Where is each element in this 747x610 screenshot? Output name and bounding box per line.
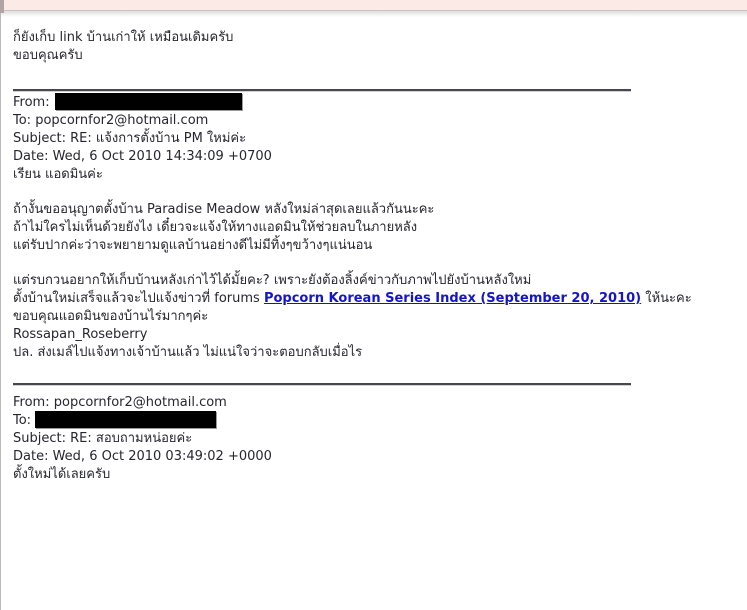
- from-label: From:: [13, 95, 50, 110]
- paragraph-1-line-3: แต่รับปากค่ะว่าจะพยายามดูแลบ้านอย่างดีไม่มีทิ้งๆขว้างๆแน่นอน: [13, 238, 373, 253]
- header-from-row: [13, 94, 727, 112]
- email-body-content: [0, 17, 747, 484]
- header2-date-row: [13, 448, 727, 466]
- header2-to-row: [13, 412, 727, 430]
- redacted-email-box: [55, 93, 242, 110]
- date-label: Date:: [13, 449, 49, 464]
- reply-thanks-line: ขอบคุณครับ: [13, 48, 83, 63]
- paragraph-2: [13, 272, 727, 326]
- paragraph-2-line-3: ขอบคุณแอดมินของบ้านไร่มากๆค่ะ: [13, 309, 209, 324]
- top-pink-strip: [0, 0, 747, 11]
- top-left-corner-mark: [0, 0, 4, 13]
- from-address: popcornfor2@hotmail.com: [53, 395, 227, 410]
- popcorn-korean-series-index-link[interactable]: Popcorn Korean Series Index (September 20, 2010): [263, 291, 642, 306]
- redacted-email-box: [35, 411, 216, 428]
- header2-subject-row: [13, 430, 727, 448]
- quoted-message-divider-2: [13, 383, 631, 386]
- admin-reply-line: ตั้งใหม่ได้เลยครับ: [13, 467, 111, 482]
- date-text: Wed, 6 Oct 2010 03:49:02 +0000: [52, 449, 272, 464]
- subject-label: Subject:: [13, 431, 66, 446]
- date-label: Date:: [13, 149, 49, 164]
- from-label: From:: [13, 395, 50, 410]
- link-prefix-text: ตั้งบ้านใหม่เสร็จแล้วจะไปแจ้งข่าวที่ forums: [13, 291, 264, 306]
- date-text: Wed, 6 Oct 2010 14:34:09 +0700: [52, 149, 272, 164]
- paragraph-1-line-2: ถ้าไม่ใครไม่เห็นด้วยยังไง เดี๋ยวจะแจ้งให้ทางแอดมินให้ช่วยลบในภายหลัง: [13, 220, 418, 235]
- postscript-line: ปล. ส่งเมล์ไปแจ้งทางเจ้าบ้านแล้ว ไม่แน่ใจว่าจะตอบกลับเมื่อไร: [13, 345, 363, 360]
- quoted-header-2: [13, 394, 727, 466]
- left-edge-divider: [0, 0, 1, 610]
- subject-text: RE: สอบถามหน่อยค่ะ: [70, 431, 193, 446]
- subject-label: Subject:: [13, 131, 66, 146]
- to-label: To:: [13, 413, 32, 428]
- link-suffix-text: ให้นะคะ: [641, 291, 692, 306]
- header-date-row: [13, 148, 727, 166]
- paragraph-2-line-2: [13, 290, 727, 308]
- to-address: popcornfor2@hotmail.com: [35, 113, 209, 128]
- header-to-row: [13, 112, 727, 130]
- to-label: To:: [13, 113, 32, 128]
- paragraph-1-line-1: ถ้างั้นขออนุญาตตั้งบ้าน Paradise Meadow หลังใหม่ล่าสุดเลยแล้วกันนะคะ: [13, 202, 435, 217]
- greeting-line: เรียน แอดมินค่ะ: [13, 167, 103, 182]
- subject-text: RE: แจ้งการตั้งบ้าน PM ใหม่ค่ะ: [70, 131, 247, 146]
- header-subject-row: [13, 130, 727, 148]
- paragraph-2-line-1: แต่รบกวนอยากให้เก็บบ้านหลังเก่าไว้ได้มั้ยคะ? เพราะยังต้องลิ้งค์ข่าวกับภาพไปยังบ้านหลังใหม่: [13, 273, 532, 288]
- header2-from-row: [13, 394, 727, 412]
- quoted-message-divider: [13, 89, 631, 92]
- reply-text-line: ก็ยังเก็บ link บ้านเก่าให้ เหมือนเดิมครับ: [13, 30, 234, 45]
- quoted-header-1: [13, 94, 727, 166]
- signature-line: Rossapan_Roseberry: [13, 327, 148, 342]
- paragraph-1: [13, 201, 727, 255]
